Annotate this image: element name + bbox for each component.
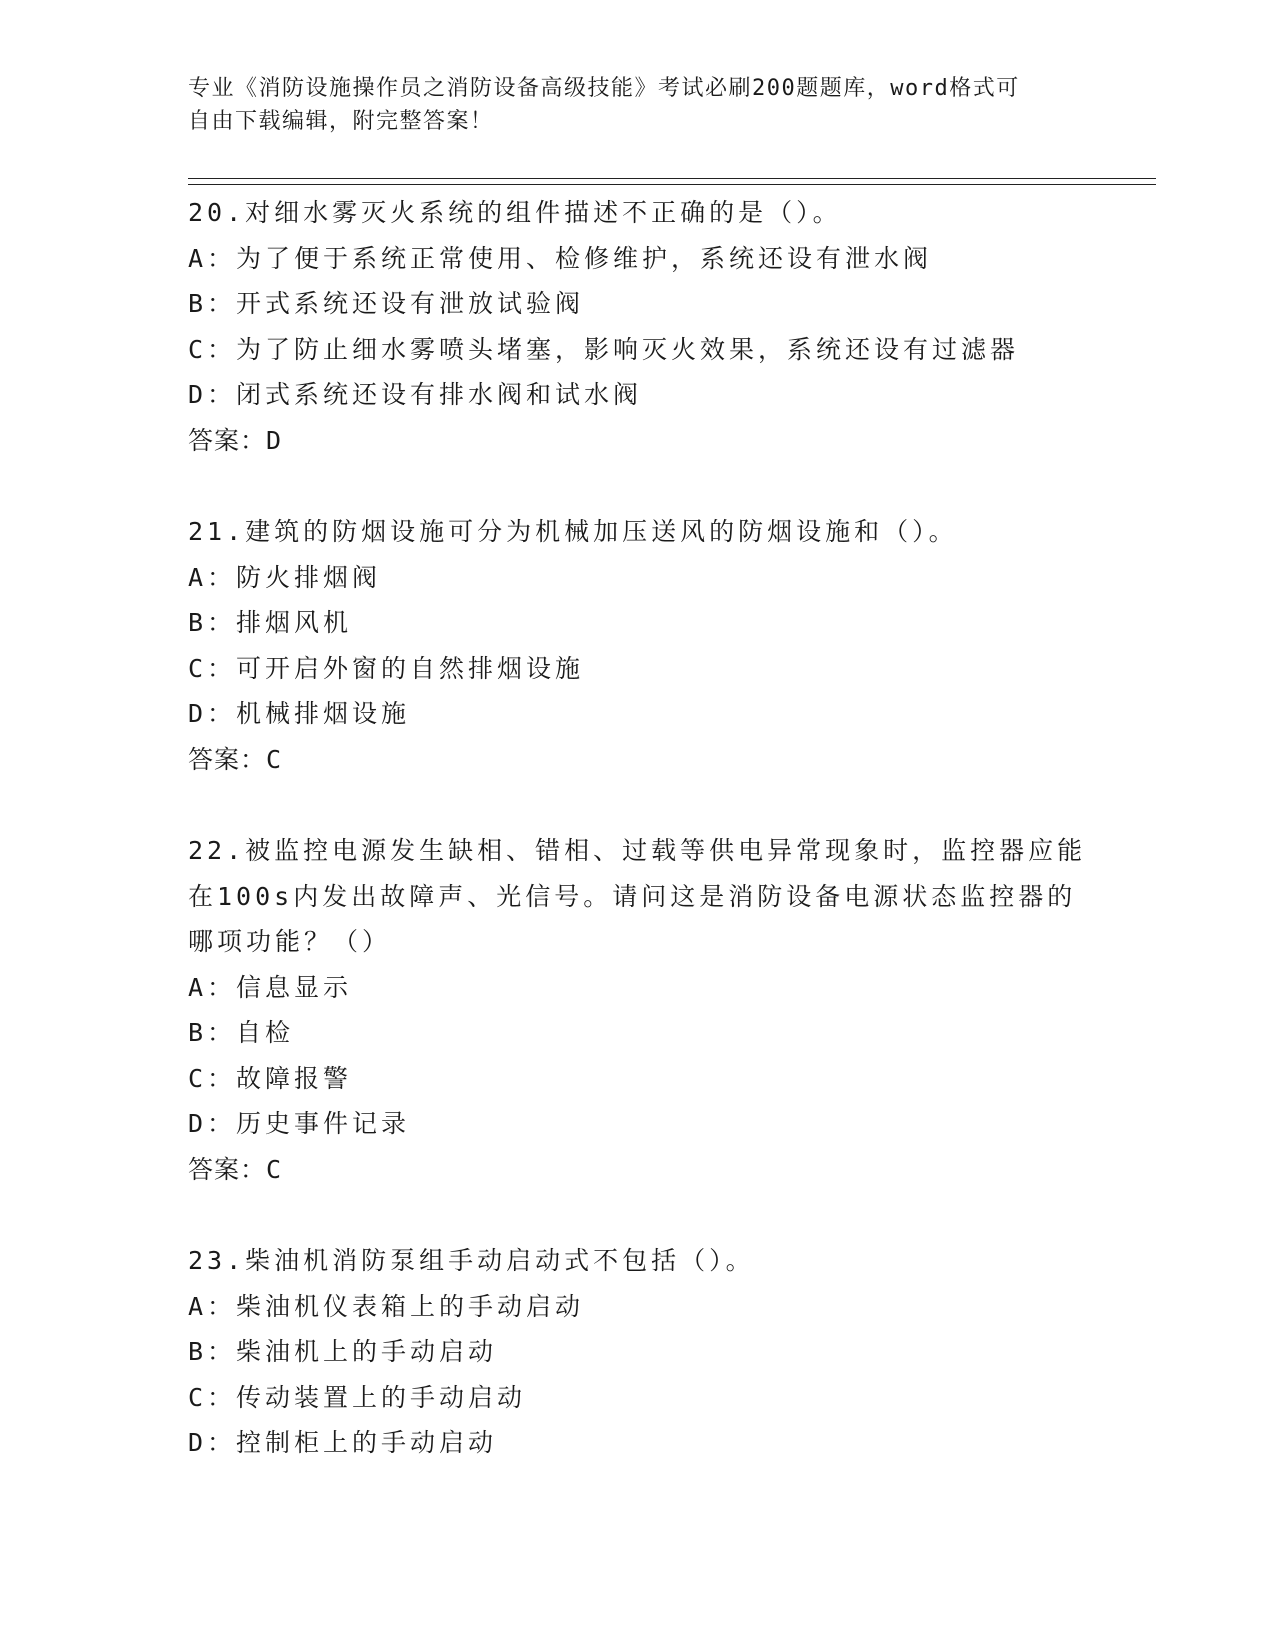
option-c: C：传动装置上的手动启动 <box>188 1382 527 1412</box>
option-a: A：柴油机仪表箱上的手动启动 <box>188 1291 585 1321</box>
option-c: C：故障报警 <box>188 1063 353 1093</box>
option-b: B：自检 <box>188 1018 295 1047</box>
header-line-1: 专业《消防设施操作员之消防设备高级技能》考试必刷200题题库，word格式可 <box>188 76 1020 101</box>
answer-label: 答案： <box>188 425 267 455</box>
answer-line <box>188 1147 1088 1193</box>
question-21 <box>188 509 1088 782</box>
answer-value: C <box>266 744 283 774</box>
option-c: C：可开启外窗的自然排烟设施 <box>188 653 585 683</box>
header-line-2: 自由下载编辑，附完整答案！ <box>188 109 494 134</box>
option-c: C：为了防止细水雾喷头堵塞，影响灭火效果，系统还设有过滤器 <box>188 334 1020 364</box>
question-stem-line-3: 哪项功能？（） <box>188 927 392 956</box>
answer-value: D <box>266 425 283 455</box>
option-b: B：开式系统还设有泄放试验阀 <box>188 289 585 318</box>
question-20 <box>188 190 1088 463</box>
question-stem-line-1: 22.被监控电源发生缺相、错相、过载等供电异常现象时，监控器应能 <box>188 836 1087 865</box>
header-double-rule <box>188 178 1156 185</box>
option-a: A：为了便于系统正常使用、检修维护，系统还设有泄水阀 <box>188 243 933 273</box>
document-header <box>188 72 1068 138</box>
option-a: A：信息显示 <box>188 972 353 1002</box>
answer-line <box>188 737 1088 783</box>
option-d: D：历史事件记录 <box>188 1109 411 1138</box>
option-b: B：柴油机上的手动启动 <box>188 1337 498 1366</box>
question-stem: 20.对细水雾灭火系统的组件描述不正确的是（）。 <box>188 198 842 227</box>
question-stem: 21.建筑的防烟设施可分为机械加压送风的防烟设施和（）。 <box>188 517 958 546</box>
answer-label: 答案： <box>188 1154 267 1184</box>
option-b: B：排烟风机 <box>188 608 353 637</box>
answer-label: 答案： <box>188 744 267 774</box>
option-d: D：机械排烟设施 <box>188 699 411 728</box>
question-list <box>188 190 1088 1512</box>
question-22 <box>188 828 1088 1192</box>
question-23 <box>188 1238 1088 1466</box>
answer-value: C <box>266 1154 283 1184</box>
answer-line <box>188 418 1088 464</box>
question-stem: 23.柴油机消防泵组手动启动式不包括（）。 <box>188 1246 755 1275</box>
question-stem-line-2: 在100s内发出故障声、光信号。请问这是消防设备电源状态监控器的 <box>188 881 1077 911</box>
option-d: D：控制柜上的手动启动 <box>188 1428 498 1457</box>
option-a: A：防火排烟阀 <box>188 562 382 592</box>
option-d: D：闭式系统还设有排水阀和试水阀 <box>188 380 643 409</box>
